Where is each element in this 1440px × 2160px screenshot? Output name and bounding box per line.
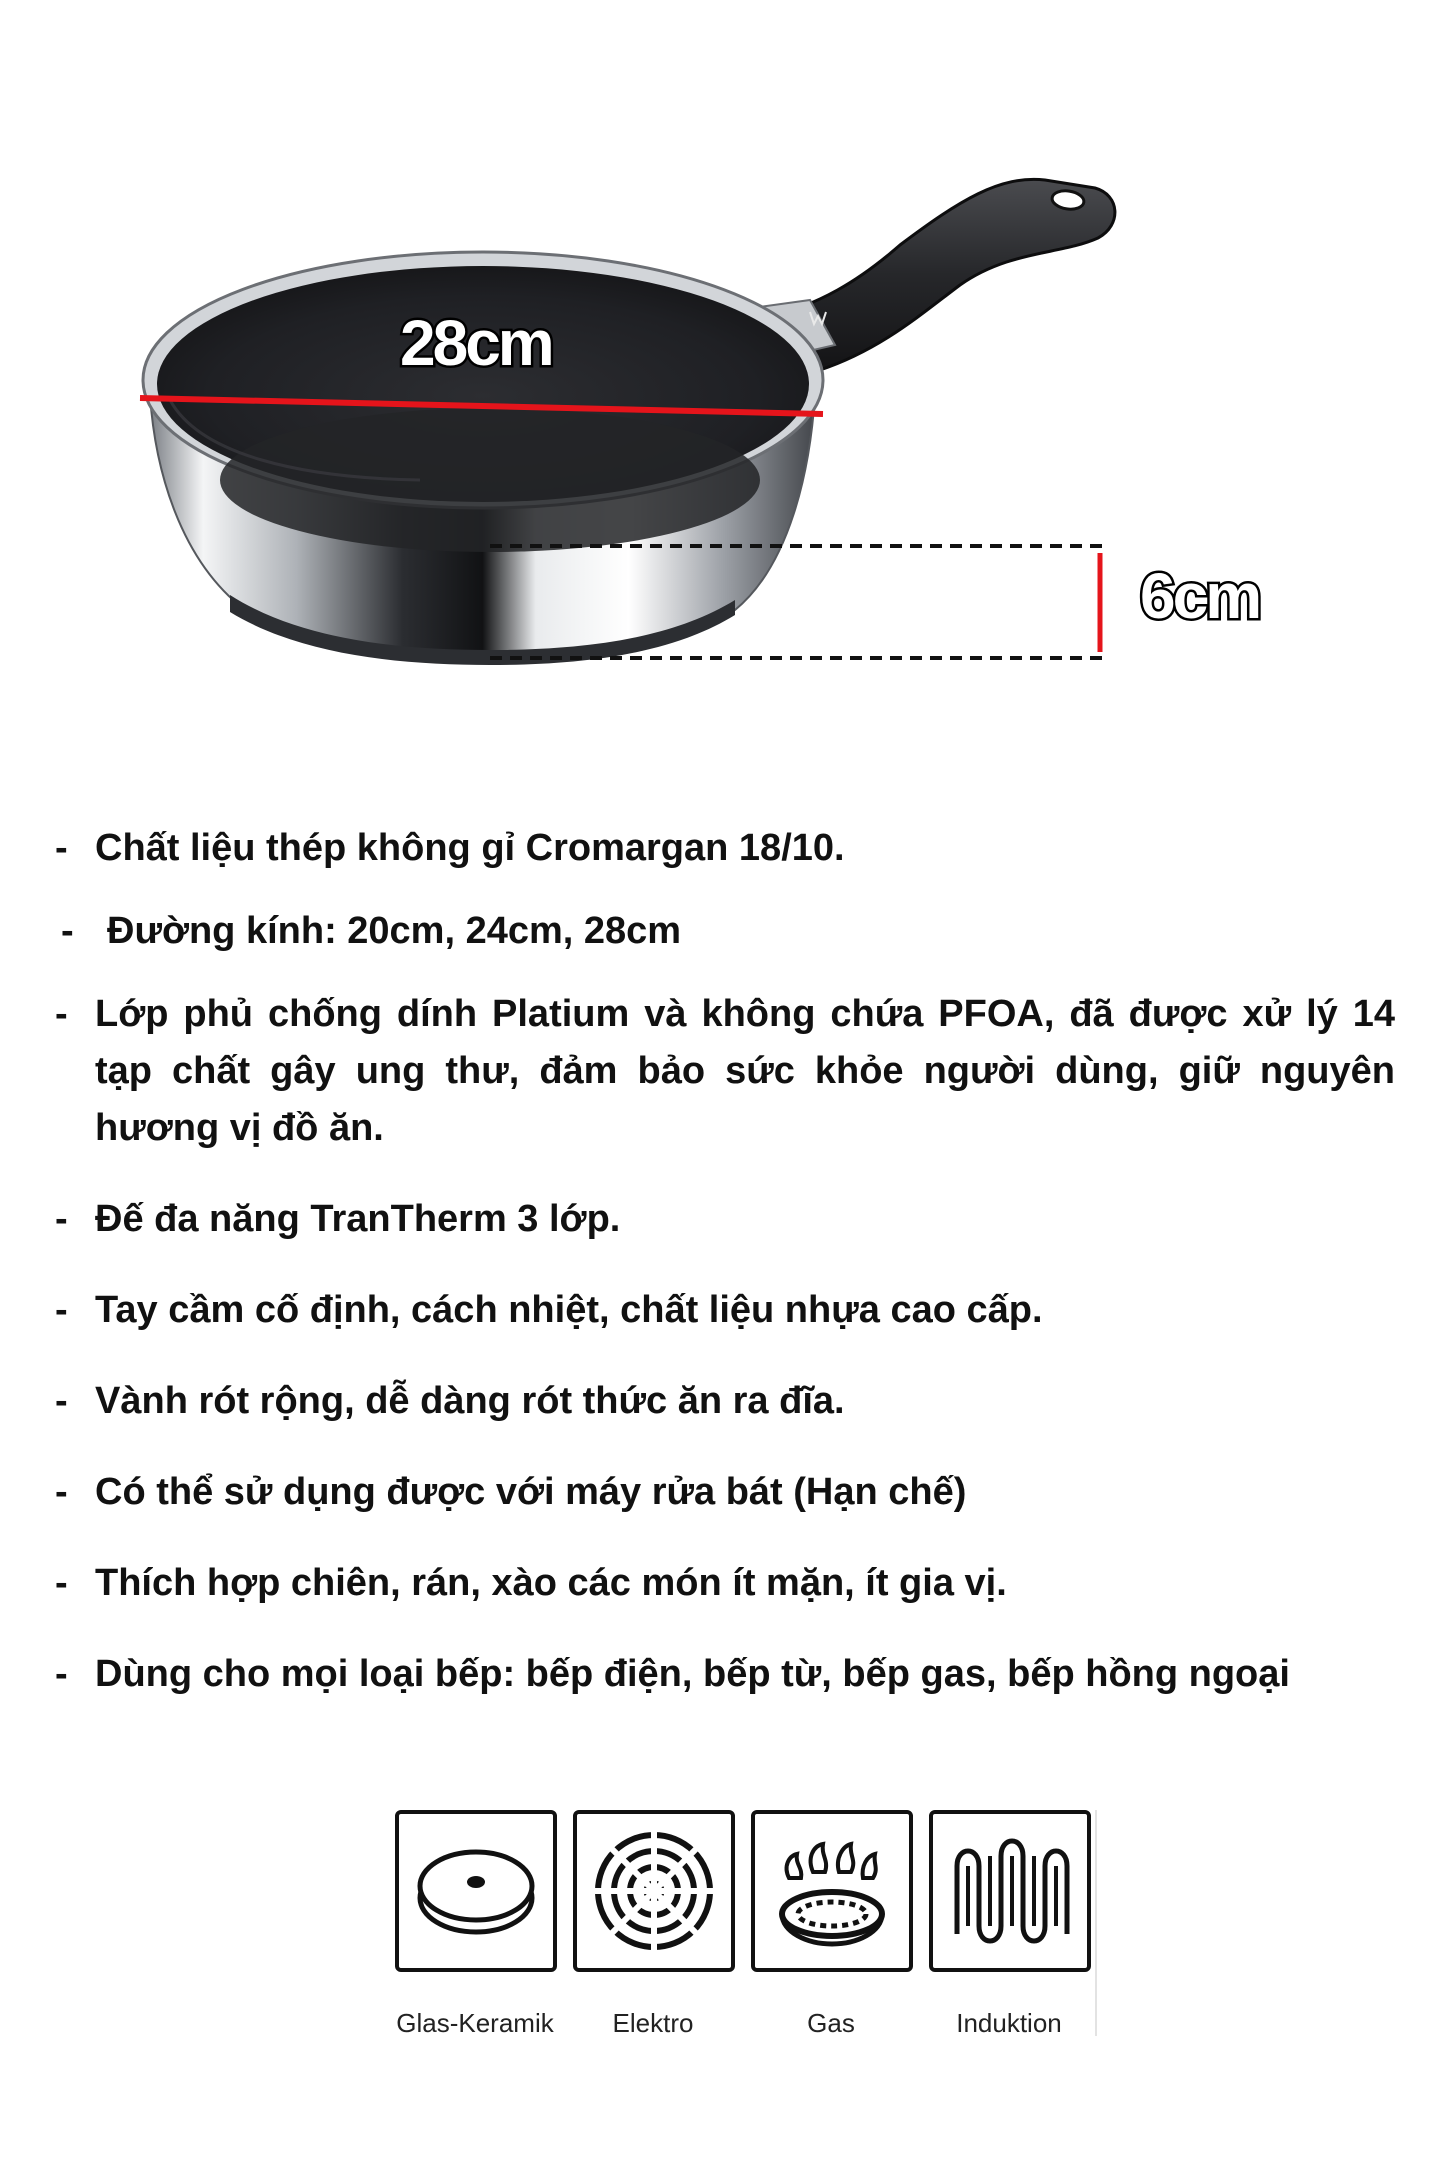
- stove-elektro: [573, 1810, 733, 2039]
- stove-label: Glas-Keramik: [396, 2008, 554, 2038]
- bullet-dash: -: [55, 1380, 68, 1422]
- feature-item-handle: [55, 1282, 1375, 1339]
- feature-item-cooking-use: [55, 1555, 1375, 1612]
- feature-text: Chất liệu thép không gỉ Cromargan 18/10.: [95, 827, 845, 869]
- feature-item-diameter: [55, 903, 1375, 960]
- stove-compatibility: [395, 1810, 1095, 2050]
- feature-text: Tay cầm cố định, cách nhiệt, chất liệu nhựa cao cấp.: [95, 1289, 1043, 1331]
- gas-burner-icon: [751, 1810, 913, 1972]
- feature-list: [55, 820, 1395, 1703]
- feature-item-base: [55, 1191, 1375, 1248]
- bullet-dash: -: [61, 910, 74, 952]
- feature-text: Dùng cho mọi loại bếp: bếp điện, bếp từ, bếp gas, bếp hồng ngoại: [95, 1653, 1290, 1695]
- feature-text: Đường kính: 20cm, 24cm, 28cm: [107, 910, 682, 952]
- diameter-label: 28cm: [400, 307, 552, 379]
- glass-ceramic-hob-icon: [395, 1810, 557, 1972]
- electric-hob-icon: [573, 1810, 735, 1972]
- frying-pan-illustration: [0, 0, 1440, 760]
- stove-label: Induktion: [956, 2008, 1062, 2038]
- feature-item-stove-types: [55, 1646, 1375, 1703]
- bullet-dash: -: [55, 1289, 68, 1331]
- feature-item-coating: [55, 986, 1395, 1157]
- feature-text: Thích hợp chiên, rán, xào các món ít mặn, ít gia vị.: [95, 1562, 1007, 1604]
- feature-item-pouring-rim: [55, 1373, 1375, 1430]
- bullet-dash: -: [55, 993, 68, 1035]
- feature-text: Lớp phủ chống dính Platium và không chứa PFOA, đã được xử lý 14 tạp chất gây ung thư, đảm bảo sức khỏe người dùng, giữ nguyên hương vị đồ ăn.: [95, 993, 1395, 1149]
- stove-induktion: [929, 1810, 1089, 2039]
- feature-text: Có thể sử dụng được với máy rửa bát (Hạn chế): [95, 1471, 967, 1513]
- stove-label: Gas: [807, 2008, 855, 2038]
- bullet-dash: -: [55, 827, 68, 869]
- divider: [1095, 1810, 1097, 2036]
- feature-text: Đế đa năng TranTherm 3 lớp.: [95, 1198, 621, 1240]
- induction-coil-icon: [929, 1810, 1091, 1972]
- product-image: [0, 0, 1440, 760]
- height-label: 6cm: [1140, 560, 1260, 632]
- stove-gas: [751, 1810, 911, 2039]
- stove-label: Elektro: [612, 2008, 694, 2038]
- bullet-dash: -: [55, 1471, 68, 1513]
- feature-item-dishwasher: [55, 1464, 1375, 1521]
- stove-glas-keramik: [395, 1810, 555, 2039]
- bullet-dash: -: [55, 1653, 68, 1695]
- bullet-dash: -: [55, 1562, 68, 1604]
- bullet-dash: -: [55, 1198, 68, 1240]
- feature-item-material: [55, 820, 1375, 877]
- feature-text: Vành rót rộng, dễ dàng rót thức ăn ra đĩa.: [95, 1380, 845, 1422]
